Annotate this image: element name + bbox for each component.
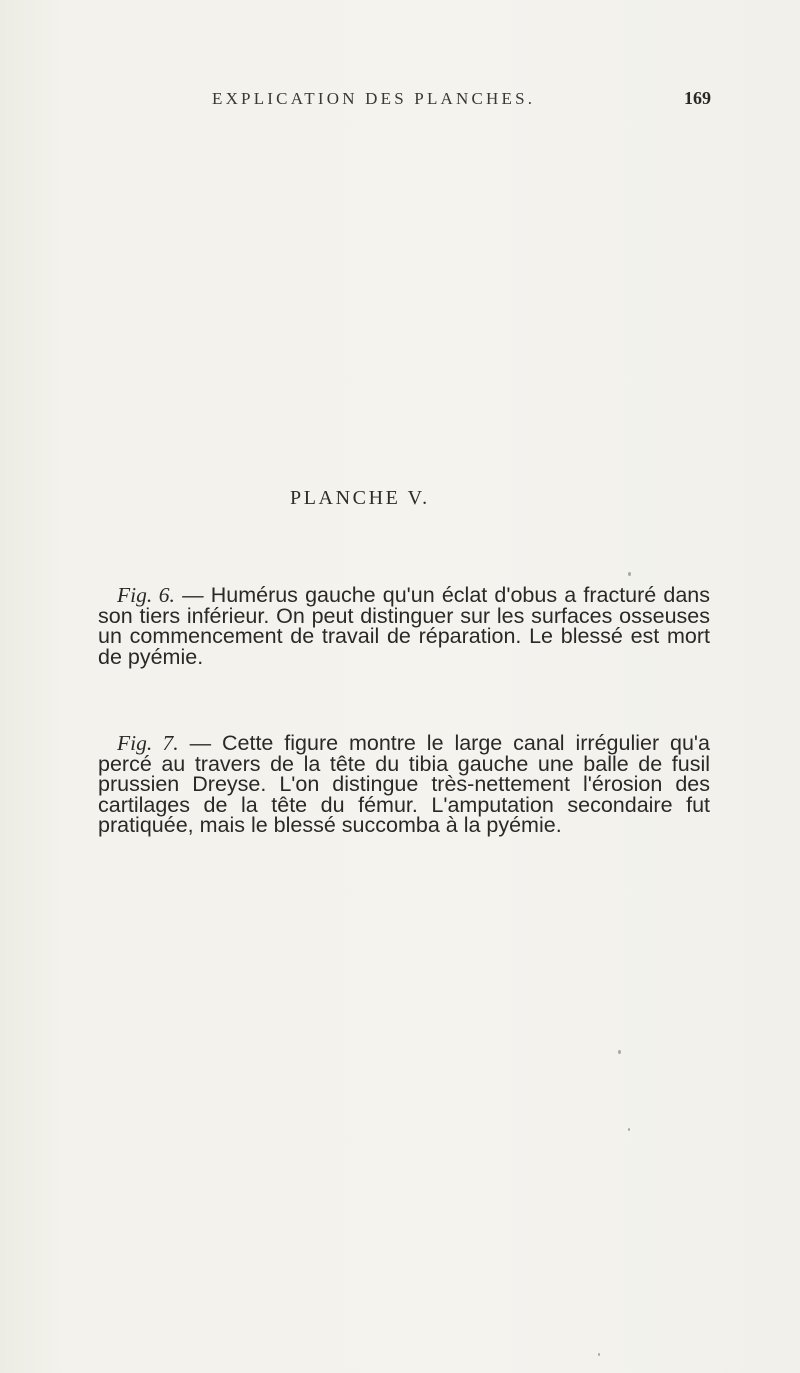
paper-speck xyxy=(598,1353,600,1356)
paper-speck xyxy=(618,1050,621,1054)
paragraph-text: — Humérus gauche qu'un éclat d'obus a fracturé dans son tiers inférieur. On peut distinguer sur les surfaces osseuses un commencement de travail de réparation. Le blessé est mort de pyémie. xyxy=(98,583,711,669)
paragraph-fig-6 xyxy=(98,585,710,667)
running-head: EXPLICATION DES PLANCHES. xyxy=(212,89,536,108)
figure-reference: Fig. 6. xyxy=(117,583,175,607)
paragraph-text: — Cette figure montre le large canal irrégulier qu'a percé au travers de la tête du tibia gauche une balle de fusil prussien Dreyse. L'on distingue très-nettement l'érosion des cartilages de la tête du fémur. L'amputation secondaire fut pratiquée, mais le blessé succomba à la pyémie. xyxy=(98,731,710,837)
paragraph-fig-7 xyxy=(98,733,710,836)
plate-title: PLANCHE V. xyxy=(290,487,430,509)
paper-speck xyxy=(628,1128,630,1131)
figure-reference: Fig. 7. xyxy=(117,731,179,755)
paper-speck xyxy=(628,572,631,576)
page-number: 169 xyxy=(684,88,711,108)
